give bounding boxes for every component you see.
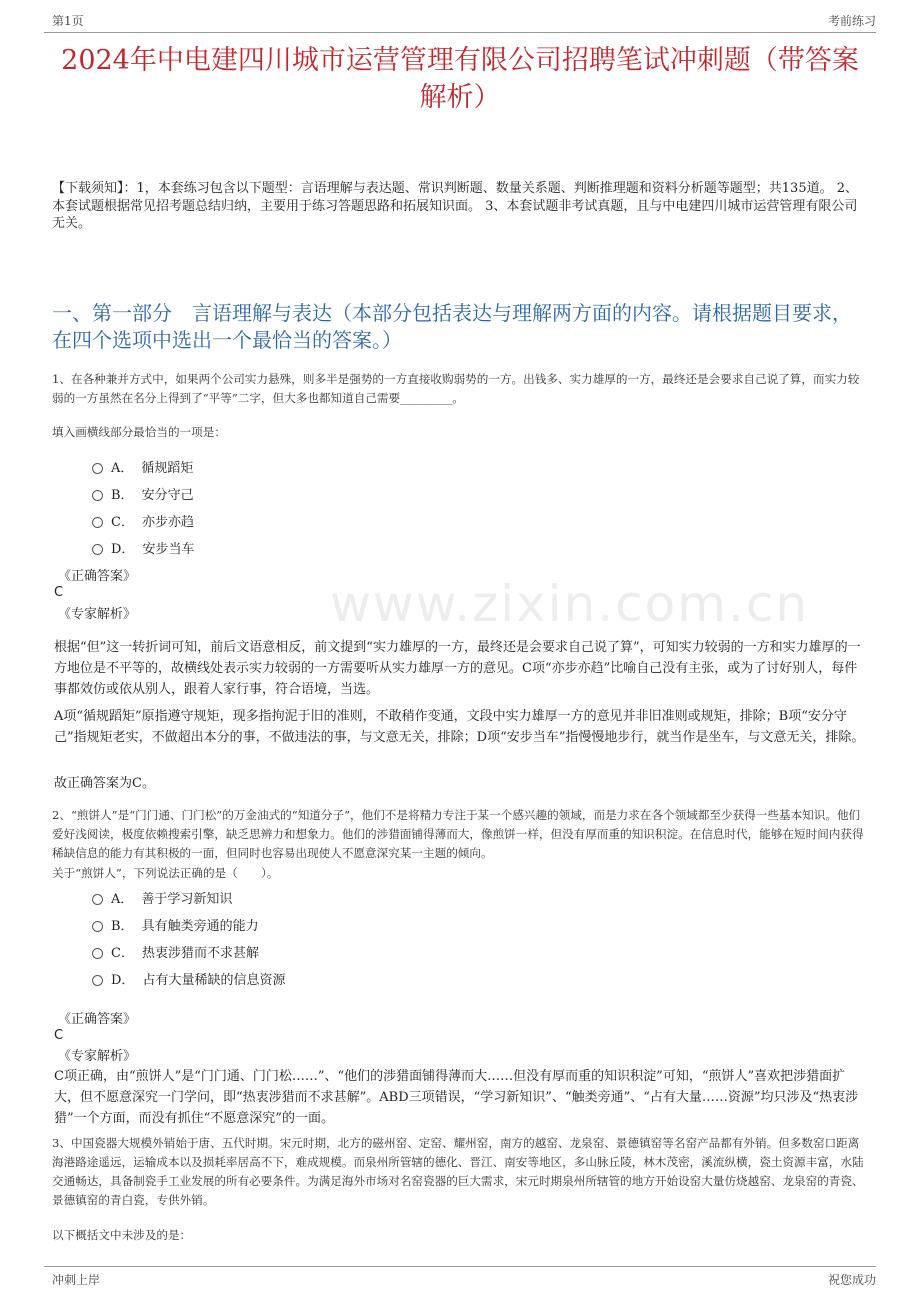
answer-label: 《正确答案》 [58, 1012, 137, 1027]
footer-left: 冲刺上岸 [52, 1273, 101, 1287]
question-2-prompt: 关于“煎饼人”，下列说法正确的是（ ）。 [52, 866, 279, 880]
question-2-stem: 2、“煎饼人”是“门门通、门门松”的万金油式的“知道分子”，他们不是将精力专注于某一个感兴趣的领域，而是力求在各个领域都至少获得一些基本知识。他们爱好浅阅读，极度依赖搜索引擎，缺乏思辨力和想象力。他们的涉猎面铺得薄而大，像煎饼一样，但没有厚而重的知识积淀。在信息时代，能够在短时间内获得稀缺信息的能力有其积极的一面，但同时也容易出现使人不愿意深究某一主题的倾向。 [52, 808, 864, 860]
analysis-paragraph: 故正确答案为C。 [54, 776, 155, 791]
question-1-prompt: 填入画横线部分最恰当的一项是： [52, 425, 226, 439]
option-c[interactable]: C． 亦步亦趋 [92, 507, 194, 534]
analysis-paragraph: C项正确，由“煎饼人”是“门门通、门门松……”、“他们的涉猎面铺得薄而大……但没有厚而重的知识积淀”可知，“煎饼人”喜欢把涉猎面扩大，但不愿意深究一门学问，即“热衷涉猎而不求甚解”。ABD三项错误，“学习新知识”、“触类旁通”、“占有大量……资源”均只涉及“热衷涉猎”一个方面，而没有抓住“不愿意深究”的一面。 [54, 1069, 859, 1126]
radio-icon[interactable] [92, 544, 103, 555]
section-heading: 一、第一部分 言语理解与表达（本部分包括表达与理解两方面的内容。请根据题目要求，在四个选项中选出一个最恰当的答案。） [52, 301, 852, 352]
download-notice: 【下载须知】：1，本套练习包含以下题型：言语理解与表达题、常识判断题、数量关系题、判断推理题和资料分析题等题型；共135道。 2、本套试题根据常见招考题总结归纳，主要用于练习答题思路和拓展知识面。 3、本套试题非考试真题，且与中电建四川城市运营管理有限公司无关。 [52, 181, 858, 231]
footer-right: 祝您成功 [827, 1273, 876, 1287]
answer-value: C [54, 1028, 64, 1043]
question-2-options [92, 884, 285, 992]
radio-icon[interactable] [92, 517, 103, 528]
question-3-stem: 3、中国瓷器大规模外销始于唐、五代时期。宋元时期，北方的磁州窑、定窑、耀州窑，南方的越窑、龙泉窑、景德镇窑等名窑产品都有外销。但多数窑口距离海港路途遥远，运输成本以及损耗率居高不下，难成规模。而泉州所管辖的德化、晋江、南安等地区，多山脉丘陵，林木茂密，溪流纵横，瓷土资源丰富，水陆交通畅达，具备制瓷手工业发展的所有必要条件。为满足海外市场对名窑瓷器的巨大需求，宋元时期泉州所辖管的地方开始设窑大量仿烧越窑、龙泉窑的青瓷、景德镇窑的青白瓷，专供外销。 [52, 1136, 864, 1207]
question-1-stem: 1、在各种兼并方式中，如果两个公司实力悬殊，则多半是强势的一方直接收购弱势的一方。出钱多、实力雄厚的一方，最终还是会要求自己说了算，而实力较弱的一方虽然在名分上得到了“平等”二字，但大多也都知道自己需要_________。 [52, 372, 860, 405]
header-divider [44, 32, 876, 33]
answer-label: 《正确答案》 [58, 569, 137, 584]
radio-icon[interactable] [92, 894, 103, 905]
analysis-paragraph: 根据“但”这一转折词可知，前后文语意相反，前文提到“实力雄厚的一方，最终还是会要求自己说了算”，可知实力较弱的一方和实力雄厚的一方地位是不平等的，故横线处表示实力较弱的一方需要听从实力雄厚一方的意见。C项“亦步亦趋”比喻自己没有主张，或为了讨好别人，每件事都效仿或依从别人，跟着人家行事，符合语境，当选。 [54, 640, 861, 697]
analysis-paragraph: A项“循规蹈矩”原指遵守规矩，现多指拘泥于旧的准则，不敢稍作变通，文段中实力雄厚一方的意见并非旧准则或规矩，排除；B项“安分守己”指规矩老实，不做超出本分的事，不做违法的事，与文意无关，排除；D项“安步当车”指慢慢地步行，就当作是坐车，与文意无关，排除。 [54, 709, 865, 745]
option-d[interactable]: D． 安步当车 [92, 534, 194, 561]
option-a[interactable]: A． 循规蹈矩 [92, 453, 194, 480]
radio-icon[interactable] [92, 921, 103, 932]
analysis-label: 《专家解析》 [58, 1049, 137, 1064]
option-b[interactable]: B． 安分守己 [92, 480, 194, 507]
option-b[interactable]: B． 具有触类旁通的能力 [92, 911, 285, 938]
question-3-prompt: 以下概括文中未涉及的是： [52, 1228, 192, 1242]
radio-icon[interactable] [92, 975, 103, 986]
radio-icon[interactable] [92, 948, 103, 959]
watermark: www.zixin.com.cn [330, 575, 810, 633]
analysis-label: 《专家解析》 [58, 607, 137, 622]
radio-icon[interactable] [92, 490, 103, 501]
footer-divider [44, 1266, 876, 1267]
option-c[interactable]: C． 热衷涉猎而不求甚解 [92, 938, 285, 965]
answer-value: C [54, 585, 64, 600]
radio-icon[interactable] [92, 463, 103, 474]
question-1-options [92, 453, 194, 561]
page-number: 第1页 [52, 14, 84, 28]
page-title: 2024年中电建四川城市运营管理有限公司招聘笔试冲刺题（带答案解析） [61, 45, 859, 113]
option-d[interactable]: D． 占有大量稀缺的信息资源 [92, 965, 285, 992]
option-a[interactable]: A． 善于学习新知识 [92, 884, 285, 911]
header-label: 考前练习 [827, 14, 876, 28]
